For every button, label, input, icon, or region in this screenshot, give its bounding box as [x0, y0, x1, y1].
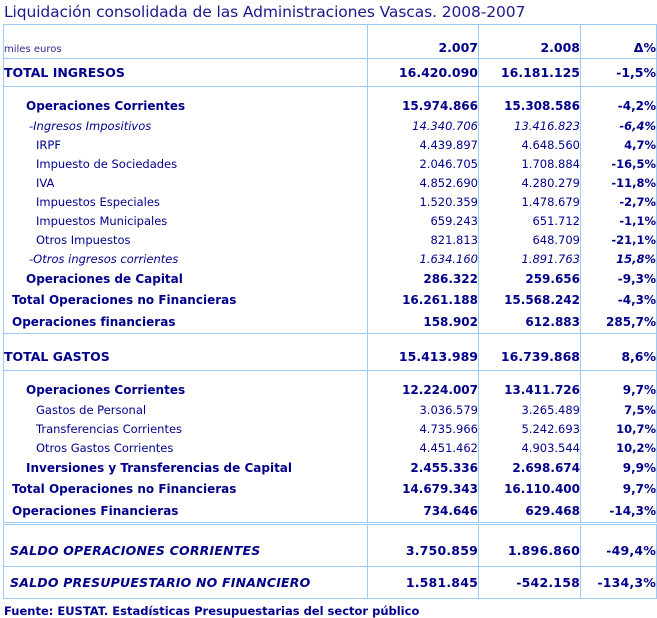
table-row: [4, 438, 657, 457]
cell-2007: 659.243: [368, 211, 479, 230]
table-row: [4, 535, 657, 567]
cell-2007: 1.520.359: [368, 192, 479, 211]
row-label: Operaciones Financieras: [4, 499, 368, 524]
cell-2007: 16.420.090: [368, 59, 479, 87]
table-row: [4, 400, 657, 419]
row-label: -Otros ingresos corrientes: [4, 249, 368, 268]
table-row: [4, 499, 657, 524]
cell-delta: -2,7%: [581, 192, 657, 211]
row-label: Operaciones Corrientes: [4, 379, 368, 400]
row-label: Transferencias Corrientes: [4, 419, 368, 438]
cell-2008: 4.280.279: [479, 173, 581, 192]
row-label: Impuesto de Sociedades: [4, 154, 368, 173]
row-label: -Ingresos Impositivos: [4, 116, 368, 135]
cell-delta: -134,3%: [581, 567, 657, 599]
cell-2007: 286.322: [368, 268, 479, 289]
cell-2007: 14.679.343: [368, 478, 479, 499]
cell-2007: 12.224.007: [368, 379, 479, 400]
cell-delta: -49,4%: [581, 535, 657, 567]
table-row: [4, 95, 657, 116]
table-row: [4, 173, 657, 192]
cell-2008: 259.656: [479, 268, 581, 289]
section-divider-double: [4, 524, 657, 536]
table-row: [4, 567, 657, 599]
row-label: IRPF: [4, 135, 368, 154]
row-spacer: [4, 371, 657, 380]
row-label: SALDO PRESUPUESTARIO NO FINANCIERO: [4, 567, 368, 599]
section-divider: [4, 334, 657, 344]
cell-2008: 1.891.763: [479, 249, 581, 268]
cell-delta: 9,7%: [581, 379, 657, 400]
table-row: [4, 289, 657, 310]
column-header-2007: 2.007: [368, 25, 479, 59]
cell-delta: 10,2%: [581, 438, 657, 457]
cell-2007: 15.413.989: [368, 343, 479, 371]
cell-2007: 821.813: [368, 230, 479, 249]
page-title: Liquidación consolidada de las Administraciones Vascas. 2008-2007: [4, 3, 526, 21]
cell-2008: 1.708.884: [479, 154, 581, 173]
cell-2007: 734.646: [368, 499, 479, 524]
cell-2008: -542.158: [479, 567, 581, 599]
row-label: IVA: [4, 173, 368, 192]
cell-2007: 4.439.897: [368, 135, 479, 154]
cell-2008: 629.468: [479, 499, 581, 524]
cell-2007: 1.634.160: [368, 249, 479, 268]
row-label: Inversiones y Transferencias de Capital: [4, 457, 368, 478]
cell-delta: -4,3%: [581, 289, 657, 310]
cell-2008: 15.308.586: [479, 95, 581, 116]
cell-2007: 158.902: [368, 310, 479, 334]
source-footer: Fuente: EUSTAT. Estadísticas Presupuestarias del sector público: [4, 604, 420, 618]
table-row: [4, 310, 657, 334]
unit-label: miles euros: [4, 25, 368, 59]
cell-delta: 4,7%: [581, 135, 657, 154]
row-label: TOTAL GASTOS: [4, 343, 368, 371]
column-header-2008: 2.008: [479, 25, 581, 59]
table-row: [4, 478, 657, 499]
cell-delta: -1,1%: [581, 211, 657, 230]
cell-delta: 15,8%: [581, 249, 657, 268]
table-row: [4, 268, 657, 289]
cell-2007: 4.451.462: [368, 438, 479, 457]
row-label: SALDO OPERACIONES CORRIENTES: [4, 535, 368, 567]
cell-2008: 15.568.242: [479, 289, 581, 310]
table-row: [4, 59, 657, 87]
row-spacer: [4, 87, 657, 96]
cell-delta: -21,1%: [581, 230, 657, 249]
cell-2008: 1.896.860: [479, 535, 581, 567]
table-row: [4, 457, 657, 478]
budget-table: [3, 24, 657, 599]
cell-2008: 13.411.726: [479, 379, 581, 400]
cell-delta: 8,6%: [581, 343, 657, 371]
table-row: [4, 343, 657, 371]
cell-2008: 4.648.560: [479, 135, 581, 154]
table-row: [4, 116, 657, 135]
cell-2008: 612.883: [479, 310, 581, 334]
cell-2007: 15.974.866: [368, 95, 479, 116]
row-label: Total Operaciones no Financieras: [4, 289, 368, 310]
table-row: [4, 211, 657, 230]
table-row: [4, 379, 657, 400]
row-label: Gastos de Personal: [4, 400, 368, 419]
cell-2008: 1.478.679: [479, 192, 581, 211]
row-label: Impuestos Municipales: [4, 211, 368, 230]
cell-2008: 2.698.674: [479, 457, 581, 478]
cell-delta: -1,5%: [581, 59, 657, 87]
cell-delta: -6,4%: [581, 116, 657, 135]
cell-delta: 9,9%: [581, 457, 657, 478]
table-row: [4, 154, 657, 173]
cell-2008: 3.265.489: [479, 400, 581, 419]
row-label: Total Operaciones no Financieras: [4, 478, 368, 499]
table-row: [4, 230, 657, 249]
cell-2007: 3.750.859: [368, 535, 479, 567]
cell-2007: 2.046.705: [368, 154, 479, 173]
cell-2008: 648.709: [479, 230, 581, 249]
cell-2007: 14.340.706: [368, 116, 479, 135]
cell-2008: 4.903.544: [479, 438, 581, 457]
cell-delta: -11,8%: [581, 173, 657, 192]
row-label: Operaciones financieras: [4, 310, 368, 334]
row-label: Otros Impuestos: [4, 230, 368, 249]
cell-delta: 7,5%: [581, 400, 657, 419]
column-header-delta: Δ%: [581, 25, 657, 59]
row-label: Operaciones Corrientes: [4, 95, 368, 116]
table-header-row: [4, 25, 657, 59]
cell-delta: -14,3%: [581, 499, 657, 524]
cell-delta: 9,7%: [581, 478, 657, 499]
cell-delta: -16,5%: [581, 154, 657, 173]
cell-2007: 2.455.336: [368, 457, 479, 478]
cell-2007: 1.581.845: [368, 567, 479, 599]
cell-2008: 5.242.693: [479, 419, 581, 438]
cell-2007: 16.261.188: [368, 289, 479, 310]
cell-delta: -4,2%: [581, 95, 657, 116]
cell-2007: 3.036.579: [368, 400, 479, 419]
cell-2008: 16.110.400: [479, 478, 581, 499]
table-row: [4, 419, 657, 438]
cell-2007: 4.852.690: [368, 173, 479, 192]
table-row: [4, 135, 657, 154]
cell-2008: 13.416.823: [479, 116, 581, 135]
cell-2007: 4.735.966: [368, 419, 479, 438]
cell-delta: 10,7%: [581, 419, 657, 438]
row-label: Impuestos Especiales: [4, 192, 368, 211]
cell-2008: 16.739.868: [479, 343, 581, 371]
cell-2008: 651.712: [479, 211, 581, 230]
row-label: Operaciones de Capital: [4, 268, 368, 289]
cell-delta: -9,3%: [581, 268, 657, 289]
row-label: TOTAL INGRESOS: [4, 59, 368, 87]
table-row: [4, 249, 657, 268]
row-label: Otros Gastos Corrientes: [4, 438, 368, 457]
table-row: [4, 192, 657, 211]
cell-2008: 16.181.125: [479, 59, 581, 87]
cell-delta: 285,7%: [581, 310, 657, 334]
